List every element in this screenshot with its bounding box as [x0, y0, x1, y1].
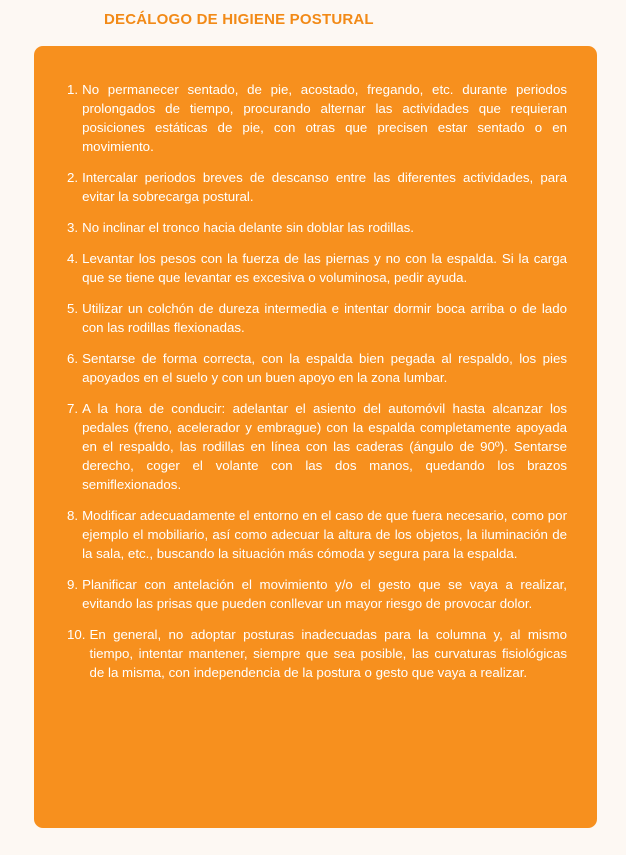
rule-text: Modificar adecuadamente el entorno en el caso de que fuera necesario, como por ejemplo el mobiliario, así como adecuar la altura de los objetos, la iluminación de la sala, etc., buscando la situación más cómoda y segura para la espalda. — [82, 508, 567, 561]
rule-text: No permanecer sentado, de pie, acostado, fregando, etc. durante periodos prolongados de tiempo, procurando alternar las actividades que requieran posiciones estáticas de pie, con otras que precisen estar sentado o en movimiento. — [82, 82, 567, 154]
rule-text: Sentarse de forma correcta, con la espalda bien pegada al respaldo, los pies apoyados en el suelo y con un buen apoyo en la zona lumbar. — [82, 351, 567, 385]
rule-item — [67, 249, 567, 287]
rule-text: No inclinar el tronco hacia delante sin doblar las rodillas. — [82, 220, 414, 235]
rules-list — [67, 80, 567, 682]
rule-number: 6. — [67, 351, 79, 366]
rule-item — [67, 80, 567, 156]
rule-item — [67, 168, 567, 206]
decalogue-card — [34, 46, 597, 828]
rule-text: A la hora de conducir: adelantar el asiento del automóvil hasta alcanzar los pedales (freno, acelerador y embrague) con la espalda completamente apoyada en el respaldo, las rodillas en línea con las caderas (ángulo de 90º). Sentarse derecho, coger el volante con las dos manos, quedando los brazos semiflexionados. — [82, 401, 567, 492]
rule-number: 7. — [67, 401, 79, 416]
rule-text: En general, no adoptar posturas inadecuadas para la columna y, al mismo tiempo, intentar mantener, siempre que sea posible, las curvaturas fisiológicas de la misma, con independencia de la postura o gesto que vaya a realizar. — [89, 627, 567, 680]
rule-number: 10. — [67, 627, 86, 642]
rule-item — [67, 218, 567, 237]
rule-number: 8. — [67, 508, 79, 523]
rule-item — [67, 349, 567, 387]
page-title: DECÁLOGO DE HIGIENE POSTURAL — [104, 11, 374, 28]
rule-number: 3. — [67, 220, 79, 235]
rule-text: Levantar los pesos con la fuerza de las piernas y no con la espalda. Si la carga que se tiene que levantar es excesiva o voluminosa, pedir ayuda. — [82, 251, 567, 285]
rule-number: 9. — [67, 577, 79, 592]
rule-number: 5. — [67, 301, 79, 316]
rule-number: 4. — [67, 251, 79, 266]
rule-number: 2. — [67, 170, 79, 185]
rule-item — [67, 399, 567, 494]
rule-number: 1. — [67, 82, 79, 97]
rule-text: Intercalar periodos breves de descanso entre las diferentes actividades, para evitar la sobrecarga postural. — [82, 170, 567, 204]
rule-item — [67, 575, 567, 613]
rule-item — [67, 299, 567, 337]
rule-item — [67, 506, 567, 563]
rule-text: Utilizar un colchón de dureza intermedia e intentar dormir boca arriba o de lado con las rodillas flexionadas. — [82, 301, 567, 335]
rule-text: Planificar con antelación el movimiento y/o el gesto que se vaya a realizar, evitando las prisas que pueden conllevar un mayor riesgo de provocar dolor. — [82, 577, 567, 611]
rule-item — [67, 625, 567, 682]
